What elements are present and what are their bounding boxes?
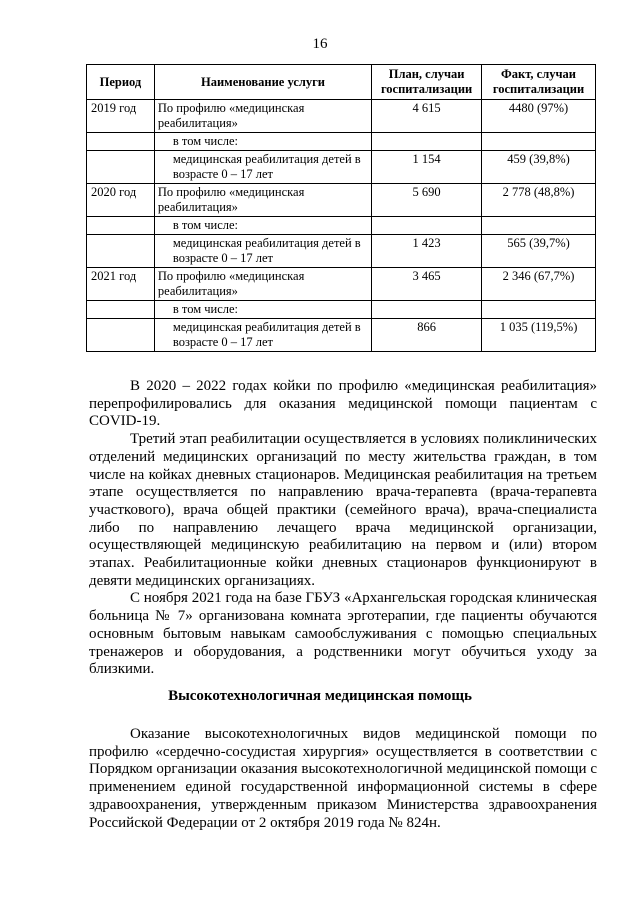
header-service: Наименование услуги (154, 65, 371, 100)
cell-period (87, 217, 155, 235)
cell-fact: 2 778 (48,8%) (482, 184, 596, 217)
cell-fact: 1 035 (119,5%) (482, 319, 596, 352)
paragraph-ergotherapy: С ноября 2021 года на базе ГБУЗ «Архангельская городская клиническая больница № 7» организована комната эрготерапии, где пациенты обучаются основным бытовым навыкам самообслуживания с помощью специальных тренажеров и оборудования, а родственники могут обучиться уходу за близкими. (89, 590, 597, 678)
body-text-section (89, 378, 597, 679)
cell-period (87, 151, 155, 184)
cell-service: медицинская реабилитация детей в возрасте 0 – 17 лет (154, 151, 371, 184)
cell-plan: 1 154 (372, 151, 482, 184)
cell-plan: 1 423 (372, 235, 482, 268)
cell-plan: 3 465 (372, 268, 482, 301)
cell-fact: 4480 (97%) (482, 100, 596, 133)
cell-service: По профилю «медицинская реабилитация» (154, 268, 371, 301)
paragraph-third-stage: Третий этап реабилитации осуществляется в условиях поликлинических отделений медицинских организаций по месту жительства граждан, в том числе на койках дневных стационаров. Медицинская реабилитация на третьем этапе осуществляется по направлению врача-терапевта (врача-терапевта участкового), врача общей практики (семейного врача), врача-специалиста либо по направлению лечащего врача медицинской организации, осуществляющей медицинскую реабилитацию на первом и (или) втором этапах. Реабилитационные койки дневных стационаров функционируют в девяти медицинских организациях. (89, 431, 597, 589)
cell-service: в том числе: (154, 133, 371, 151)
cell-fact (482, 301, 596, 319)
cell-period (87, 319, 155, 352)
table-row (87, 319, 596, 352)
table-row (87, 235, 596, 268)
cell-service: медицинская реабилитация детей в возрасте 0 – 17 лет (154, 319, 371, 352)
header-fact: Факт, случаи госпитализации (482, 65, 596, 100)
table-row (87, 268, 596, 301)
cell-plan (372, 133, 482, 151)
cell-fact (482, 217, 596, 235)
final-text-section (89, 726, 597, 832)
cell-service: По профилю «медицинская реабилитация» (154, 184, 371, 217)
hospitalization-table (86, 64, 596, 352)
cell-period: 2019 год (87, 100, 155, 133)
table-row (87, 301, 596, 319)
cell-period: 2020 год (87, 184, 155, 217)
cell-service: медицинская реабилитация детей в возрасте 0 – 17 лет (154, 235, 371, 268)
cell-plan: 5 690 (372, 184, 482, 217)
paragraph-covid: В 2020 – 2022 годах койки по профилю «медицинская реабилитация» перепрофилировались для оказания медицинской помощи пациентам с COVID-19. (89, 378, 597, 430)
table-header-row (87, 65, 596, 100)
cell-plan: 4 615 (372, 100, 482, 133)
cell-service: в том числе: (154, 217, 371, 235)
page-number: 16 (312, 36, 328, 52)
cell-service: По профилю «медицинская реабилитация» (154, 100, 371, 133)
cell-period (87, 133, 155, 151)
cell-plan (372, 217, 482, 235)
cell-service: в том числе: (154, 301, 371, 319)
cell-fact: 459 (39,8%) (482, 151, 596, 184)
cell-plan (372, 301, 482, 319)
table-row (87, 184, 596, 217)
table-row (87, 151, 596, 184)
table-row (87, 100, 596, 133)
cell-fact: 565 (39,7%) (482, 235, 596, 268)
cell-fact: 2 346 (67,7%) (482, 268, 596, 301)
section-heading: Высокотехнологичная медицинская помощь (168, 688, 472, 704)
cell-period (87, 235, 155, 268)
cell-plan: 866 (372, 319, 482, 352)
cell-period: 2021 год (87, 268, 155, 301)
paragraph-high-tech: Оказание высокотехнологичных видов медицинской помощи по профилю «сердечно-сосудистая хирургия» осуществляется в соответствии с Порядком организации оказания высокотехнологичной медицинской помощи с применением единой государственной информационной системы в сфере здравоохранения, утвержденным приказом Министерства здравоохранения Российской Федерации от 2 октября 2019 года № 824н. (89, 726, 597, 831)
table-row (87, 217, 596, 235)
table-row (87, 133, 596, 151)
cell-fact (482, 133, 596, 151)
header-period: Период (87, 65, 155, 100)
header-plan: План, случаи госпитализации (372, 65, 482, 100)
cell-period (87, 301, 155, 319)
